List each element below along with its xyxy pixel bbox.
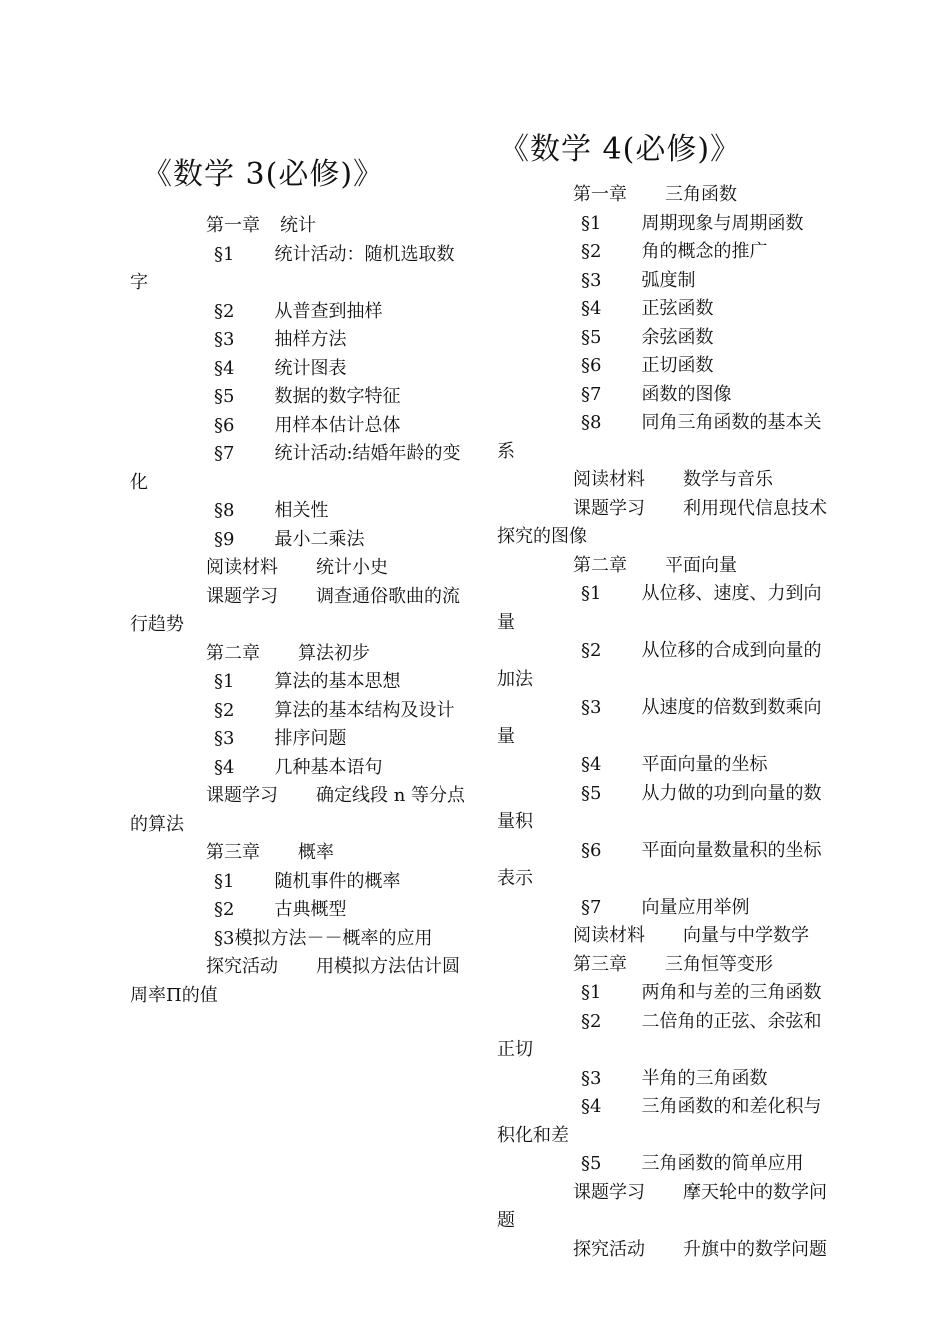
toc-entry-section: [130, 526, 470, 555]
toc-entry-section: [497, 580, 837, 637]
toc-entry-text: 统计活动:结婚年龄的变化: [130, 443, 461, 493]
toc-entry-text: 周期现象与周期函数: [641, 212, 804, 234]
toc-entry-section: [497, 324, 837, 353]
toc-entry-section: [497, 1093, 837, 1150]
toc-entry-section: [497, 694, 837, 751]
toc-entry-section: [130, 298, 470, 327]
toc-entry-text: 三角函数的和差化积与积化和差: [497, 1096, 822, 1146]
toc-entry-label: §3: [214, 927, 235, 949]
toc-entry-section: [497, 409, 837, 466]
toc-entry-text: 升旗中的数学问题: [683, 1238, 827, 1260]
toc-entry-text: 统计小史: [316, 557, 388, 578]
toc-entry-label: 阅读材料: [573, 469, 645, 490]
toc-list-math3: [130, 212, 470, 1010]
toc-entry-label: 课题学习: [573, 497, 645, 519]
toc-entry-label: §9: [214, 528, 235, 550]
toc-entry-section: [497, 837, 837, 894]
toc-entry-label: 第三章: [206, 842, 260, 863]
toc-entry-label: §4: [214, 357, 235, 379]
toc-entry-text: 模拟方法－－概率的应用: [234, 927, 433, 949]
toc-entry-text: 平面向量的坐标: [641, 754, 768, 775]
toc-entry-text: 统计: [280, 215, 316, 236]
toc-entry-text: 最小二乘法: [274, 528, 365, 550]
toc-entry-text: 向量应用举例: [641, 896, 750, 918]
toc-entry-text: 统计图表: [274, 357, 347, 379]
toc-entry-label: 第二章: [573, 554, 627, 576]
toc-entry-label: §1: [581, 982, 602, 1003]
toc-entry-section: [130, 896, 470, 925]
toc-entry-text: 概率: [298, 842, 334, 863]
toc-entry-label: §5: [581, 782, 602, 804]
toc-entry-chapter: [130, 839, 470, 868]
toc-entry-label: §1: [581, 212, 602, 234]
toc-entry-label: §5: [581, 1153, 602, 1174]
toc-entry-label: §4: [581, 754, 602, 775]
toc-entry-chapter: [130, 640, 470, 669]
toc-entry-extra: [497, 1179, 837, 1236]
toc-entry-label: 探究活动: [573, 1238, 645, 1260]
toc-entry-text: 随机事件的概率: [274, 870, 401, 892]
toc-entry-text: 同角三角函数的基本关系: [497, 412, 822, 462]
toc-entry-extra: [130, 554, 470, 583]
toc-entry-label: §1: [214, 870, 235, 892]
toc-entry-label: §2: [214, 699, 235, 721]
toc-entry-label: §2: [581, 241, 602, 262]
toc-entry-section: [497, 267, 837, 296]
toc-entry-text: 数学与音乐: [683, 469, 773, 490]
toc-entry-extra: [497, 1236, 837, 1265]
toc-entry-label: 阅读材料: [573, 925, 645, 946]
toc-entry-extra: [497, 466, 837, 495]
toc-entry-text: 从速度的倍数到数乘向量: [497, 697, 822, 747]
toc-entry-section: [497, 894, 837, 923]
toc-entry-label: §4: [581, 1096, 602, 1117]
toc-entry-label: §1: [214, 243, 235, 265]
toc-entry-text: 确定线段 n 等分点的算法: [130, 785, 466, 835]
toc-entry-text: 从位移的合成到向量的加法: [497, 640, 822, 690]
toc-entry-label: §4: [581, 298, 602, 319]
toc-entry-text: 从普查到抽样: [274, 300, 383, 322]
toc-entry-text: 角的概念的推广: [641, 241, 768, 262]
toc-entry-section: [497, 381, 837, 410]
toc-entry-section: [497, 979, 837, 1008]
toc-entry-label: §6: [214, 414, 235, 436]
toc-entry-label: 探究活动: [206, 956, 278, 977]
toc-entry-section: [497, 238, 837, 267]
toc-entry-label: §5: [214, 386, 235, 407]
toc-entry-label: §2: [581, 1010, 602, 1032]
toc-entry-extra: [130, 953, 470, 1010]
toc-entry-section: [130, 925, 470, 954]
toc-entry-label: §1: [581, 583, 602, 604]
toc-entry-extra: [497, 495, 837, 552]
toc-column-math3: [130, 155, 470, 1010]
toc-entry-label: §7: [581, 383, 602, 405]
toc-entry-text: 平面向量数量积的坐标表示: [497, 839, 822, 889]
toc-entry-text: 摩天轮中的数学问题: [497, 1181, 827, 1231]
toc-entry-chapter: [497, 181, 837, 210]
toc-entry-text: 正切函数: [641, 355, 714, 376]
toc-entry-label: §2: [581, 640, 602, 661]
toc-entry-section: [130, 440, 470, 497]
toc-entry-extra: [497, 922, 837, 951]
toc-entry-text: 三角恒等变形: [665, 953, 773, 975]
toc-entry-label: 课题学习: [206, 785, 278, 806]
toc-entry-extra: [130, 583, 470, 640]
toc-entry-section: [497, 1008, 837, 1065]
toc-entry-label: §7: [214, 443, 235, 464]
toc-entry-label: 第一章: [206, 215, 260, 236]
toc-list-math4: [497, 181, 837, 1264]
toc-entry-section: [130, 412, 470, 441]
toc-entry-chapter: [497, 951, 837, 980]
toc-entry-section: [130, 355, 470, 384]
toc-entry-label: §2: [214, 899, 235, 920]
toc-entry-text: 算法初步: [298, 642, 370, 664]
toc-entry-label: §6: [581, 355, 602, 376]
toc-entry-text: 半角的三角函数: [641, 1067, 768, 1089]
toc-entry-text: 用样本估计总体: [274, 414, 401, 436]
toc-entry-label: 阅读材料: [206, 557, 278, 578]
toc-entry-label: §2: [214, 300, 235, 322]
toc-entry-section: [130, 725, 470, 754]
toc-entry-extra: [130, 782, 470, 839]
toc-entry-section: [497, 1065, 837, 1094]
toc-entry-section: [497, 751, 837, 780]
toc-entry-label: §7: [581, 896, 602, 918]
toc-entry-label: §3: [581, 1067, 602, 1089]
toc-entry-section: [497, 1150, 837, 1179]
toc-entry-label: §3: [581, 269, 602, 291]
toc-entry-section: [130, 668, 470, 697]
toc-entry-text: 抽样方法: [274, 329, 347, 350]
toc-entry-text: 从力做的功到向量的数量积: [497, 782, 822, 832]
toc-entry-chapter: [130, 212, 470, 241]
toc-entry-text: 相关性: [274, 500, 329, 521]
toc-entry-section: [130, 241, 470, 298]
toc-entry-label: 第三章: [573, 953, 627, 975]
toc-entry-text: 古典概型: [274, 899, 347, 920]
toc-entry-label: §3: [581, 697, 602, 718]
toc-entry-text: 余弦函数: [641, 326, 714, 348]
toc-entry-section: [497, 295, 837, 324]
book-title-math4: 《数学 4(必修)》: [499, 132, 742, 167]
toc-entry-text: 算法的基本结构及设计: [274, 699, 455, 721]
toc-entry-section: [130, 754, 470, 783]
toc-entry-text: 用模拟方法估计圆周率Π的值: [130, 956, 460, 1006]
toc-entry-text: 算法的基本思想: [274, 671, 401, 692]
toc-entry-text: 弧度制: [641, 269, 696, 291]
toc-entry-label: §1: [214, 671, 235, 692]
toc-entry-label: 第一章: [573, 184, 627, 205]
toc-entry-text: 从位移、速度、力到向量: [497, 583, 822, 633]
toc-entry-text: 三角函数: [665, 184, 737, 205]
toc-entry-label: §4: [214, 756, 235, 778]
toc-entry-text: 向量与中学数学: [683, 925, 809, 946]
toc-entry-chapter: [497, 552, 837, 581]
toc-entry-section: [497, 352, 837, 381]
toc-column-math4: [497, 130, 837, 1264]
toc-entry-label: §5: [581, 326, 602, 348]
toc-entry-label: 第二章: [206, 642, 260, 664]
toc-entry-section: [130, 497, 470, 526]
toc-entry-text: 二倍角的正弦、余弦和正切: [497, 1010, 822, 1060]
toc-entry-section: [130, 326, 470, 355]
toc-entry-text: 正弦函数: [641, 298, 714, 319]
toc-entry-text: 统计活动：随机选取数字: [130, 243, 455, 293]
toc-entry-text: 利用现代信息技术探究的图像: [497, 497, 827, 547]
toc-entry-section: [130, 383, 470, 412]
toc-entry-text: 几种基本语句: [274, 756, 383, 778]
toc-entry-text: 平面向量: [665, 554, 737, 576]
toc-entry-section: [497, 780, 837, 837]
book-title-math3: 《数学 3(必修)》: [142, 157, 385, 192]
toc-entry-text: 数据的数字特征: [274, 386, 401, 407]
toc-entry-text: 三角函数的简单应用: [641, 1153, 804, 1174]
toc-entry-text: 两角和与差的三角函数: [641, 982, 822, 1003]
toc-entry-text: 调查通俗歌曲的流行趋势: [130, 585, 460, 635]
toc-entry-label: 课题学习: [206, 585, 278, 607]
toc-entry-label: §6: [581, 839, 602, 861]
toc-entry-label: 课题学习: [573, 1181, 645, 1203]
toc-entry-text: 排序问题: [274, 728, 347, 749]
toc-entry-section: [130, 868, 470, 897]
toc-entry-section: [497, 210, 837, 239]
toc-entry-label: §3: [214, 329, 235, 350]
toc-entry-label: §3: [214, 728, 235, 749]
toc-entry-section: [497, 637, 837, 694]
toc-entry-section: [130, 697, 470, 726]
toc-entry-text: 函数的图像: [641, 383, 732, 405]
toc-entry-label: §8: [581, 412, 602, 433]
toc-entry-label: §8: [214, 500, 235, 521]
